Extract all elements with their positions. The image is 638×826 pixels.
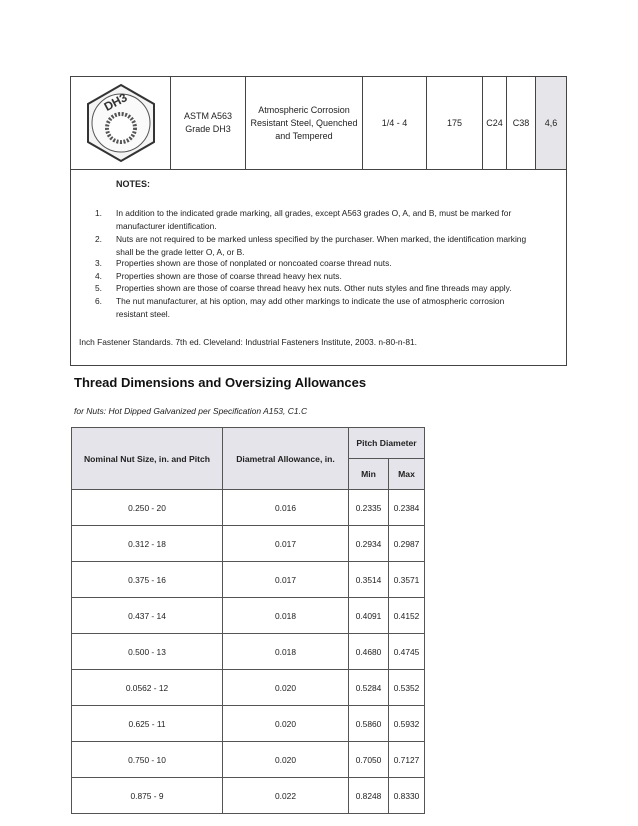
table-row: 0.375 - 16 0.017 0.3514 0.3571 xyxy=(72,562,425,598)
hardness-max-cell: C38 xyxy=(507,77,536,169)
thread-dimensions-table xyxy=(71,427,425,814)
table-row: 0.250 - 20 0.016 0.2335 0.2384 xyxy=(72,490,425,526)
table-row: 0.750 - 10 0.020 0.7050 0.7127 xyxy=(72,742,425,778)
table-row: 0.625 - 11 0.020 0.5860 0.5932 xyxy=(72,706,425,742)
section-subtitle: for Nuts: Hot Dipped Galvanized per Specification A153, C1.C xyxy=(74,406,308,416)
finish-line: Atmospheric Corrosion xyxy=(258,104,350,115)
size-header: Nominal Nut Size, in. and Pitch xyxy=(72,428,223,490)
finish-line: Resistant Steel, Quenched xyxy=(250,117,358,128)
table-row: 0.875 - 9 0.022 0.8248 0.8330 xyxy=(72,778,425,814)
min-header: Min xyxy=(349,459,389,490)
standard-grade: Grade DH3 xyxy=(185,124,231,134)
grade-spec-box: DH3 ASTM A563 Grade DH3 Atmospheric Corrosion Resistant Steel, Quenched and Tempered 1/4 - 4 175 C24 C38 4,6 NOTES: 1. In addition to the indicated grade marking, all grades, except A563 grades O, A, and B, must be marked for manufacturer identification. 2. Nuts are not required to be marked unless specified by the purchaser. When marked, the identification marking shall be the grade letter O, A, or B. 3. Properties shown are those of nonplated or noncoated coarse thread nuts. 4. Properties shown are those of coarse thread heavy hex nuts. 5. Properties shown are those of coarse thread heavy hex nuts. Other nuts styles and fine threads may apply. 6. The nut manufacturer, at his option, may add other markings to indicate the use of atmospheric corrosion resistant steel. Inch Fastener Standards. 7th ed. Cleveland: Industrial Fasteners Institute, 2003. n-80-n-81. xyxy=(70,76,567,366)
table-row: 0.500 - 13 0.018 0.4680 0.4745 xyxy=(72,634,425,670)
hex-marking: DH3 xyxy=(101,90,129,114)
proof-load-cell: 175 xyxy=(427,77,483,169)
table-row: 0.437 - 14 0.018 0.4091 0.4152 xyxy=(72,598,425,634)
standard-cell xyxy=(171,77,246,169)
citation: Inch Fastener Standards. 7th ed. Cleveland: Industrial Fasteners Institute, 2003. n-80-n-81. xyxy=(79,337,417,347)
standard-name: ASTM A563 xyxy=(183,111,233,121)
size-range-cell: 1/4 - 4 xyxy=(363,77,427,169)
finish-line: and Tempered xyxy=(275,130,333,141)
pitch-diameter-header: Pitch Diameter xyxy=(349,428,425,459)
hardness-min-cell: C24 xyxy=(483,77,507,169)
grade-spec-row xyxy=(71,77,566,170)
hex-nut-image-cell xyxy=(71,77,171,169)
notes-ref-cell: 4,6 xyxy=(536,77,566,169)
notes-heading: NOTES: xyxy=(116,179,151,189)
section-title: Thread Dimensions and Oversizing Allowances xyxy=(74,375,367,390)
table-row: 0.0562 - 12 0.020 0.5284 0.5352 xyxy=(72,670,425,706)
max-header: Max xyxy=(389,459,425,490)
table-row: 0.312 - 18 0.017 0.2934 0.2987 xyxy=(72,526,425,562)
finish-cell xyxy=(246,77,363,169)
hex-nut-icon xyxy=(80,82,162,164)
allowance-header: Diametral Allowance, in. xyxy=(223,428,349,490)
